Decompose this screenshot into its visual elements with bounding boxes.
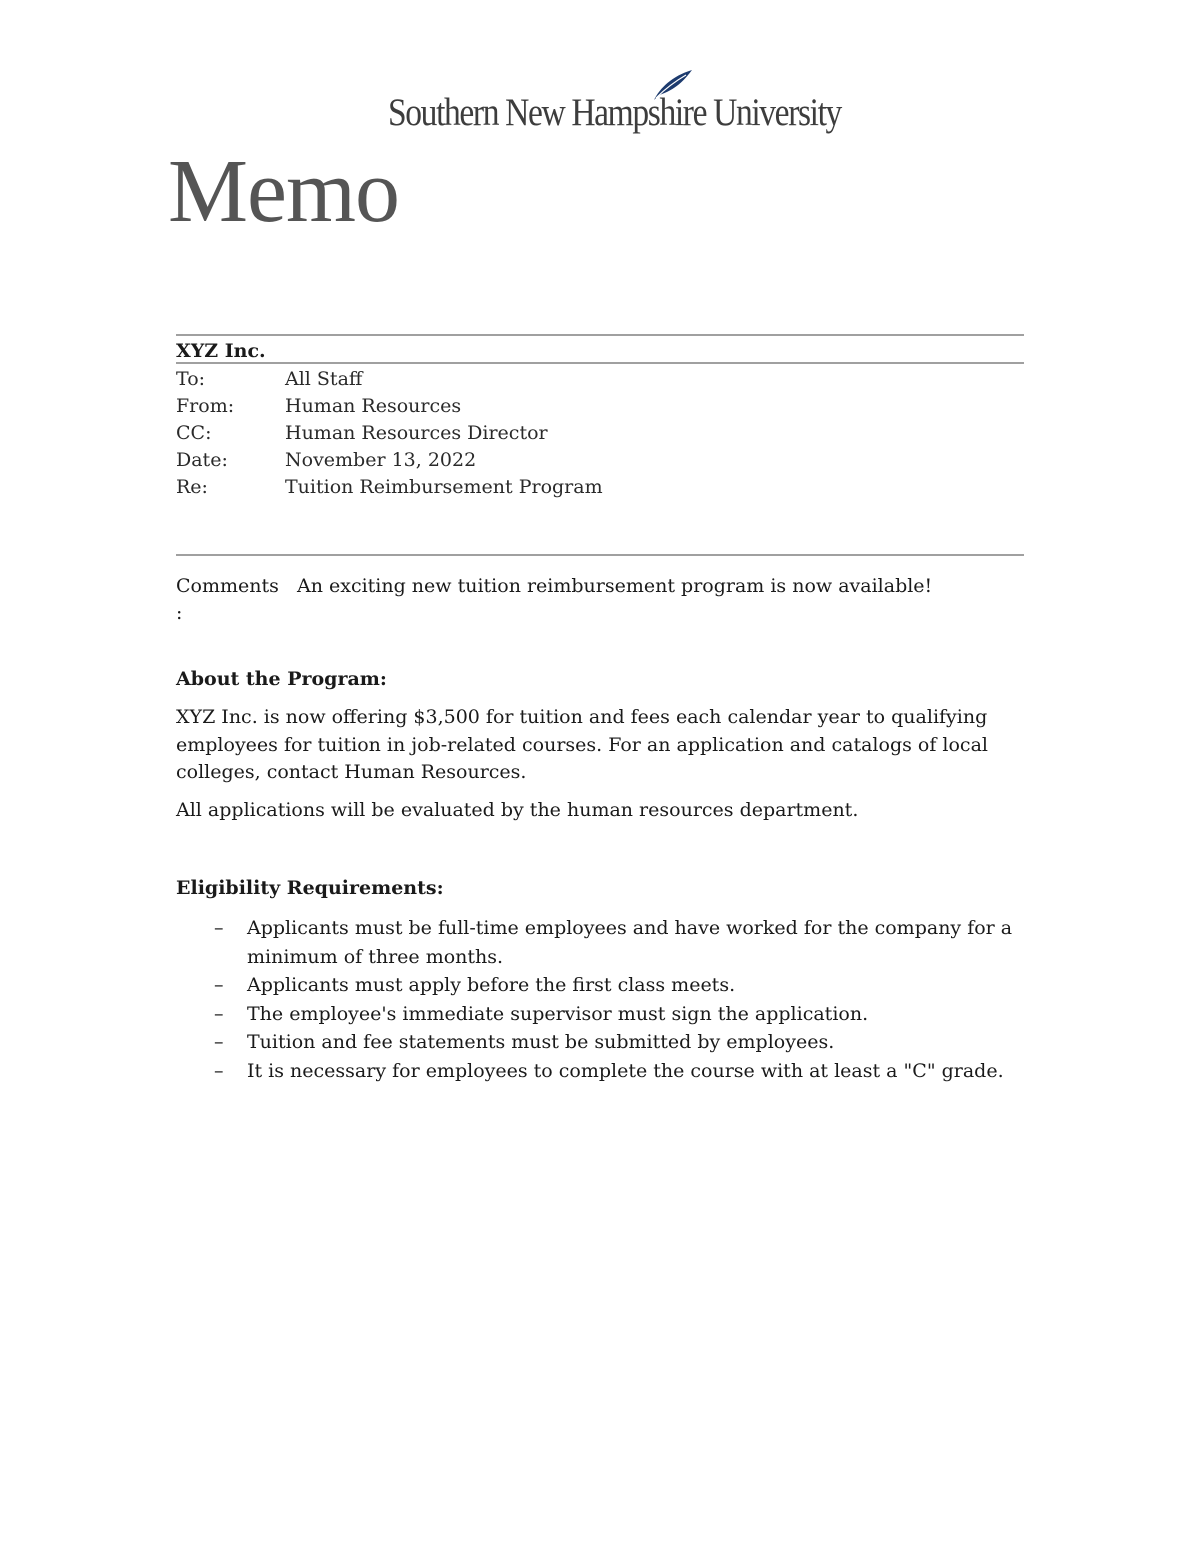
header-field-cc xyxy=(176,420,603,447)
dash-bullet: – xyxy=(214,974,224,996)
company-name: XYZ Inc. xyxy=(176,340,266,362)
field-label: CC: xyxy=(176,422,212,444)
dash-bullet: – xyxy=(214,917,224,939)
about-paragraph: All applications will be evaluated by the human resources department. xyxy=(176,799,859,821)
list-item xyxy=(176,1057,1016,1086)
dash-bullet: – xyxy=(214,1059,224,1082)
comments-text: An exciting new tuition reimbursement program is now available! xyxy=(296,575,933,597)
about-paragraph: XYZ Inc. is now offering $3,500 for tuition and fees each calendar year to qualifying employees for tuition in job-related courses. For an application and catalogs of local colleges, contact Human Resources. xyxy=(176,706,988,783)
list-item xyxy=(176,971,1016,1000)
about-heading: About the Program: xyxy=(176,668,387,690)
list-item xyxy=(176,914,1016,971)
dash-bullet: – xyxy=(214,1031,224,1053)
list-item-text: Tuition and fee statements must be submitted by employees. xyxy=(247,1031,835,1053)
memo-header-fields xyxy=(176,366,603,501)
comments-line xyxy=(176,573,932,600)
memo-title: Memo xyxy=(168,142,399,241)
header-field-date xyxy=(176,447,603,474)
list-item-text: Applicants must apply before the first class meets. xyxy=(247,974,736,996)
field-label: To: xyxy=(176,368,206,390)
header-field-to xyxy=(176,366,603,393)
list-item xyxy=(176,1000,1016,1029)
list-item xyxy=(176,1028,1016,1057)
dash-bullet: – xyxy=(214,1002,224,1025)
field-label: Date: xyxy=(176,449,228,471)
field-label: From: xyxy=(176,395,235,417)
list-item-text: The employee's immediate supervisor must sign the application. xyxy=(247,1002,869,1025)
eligibility-heading: Eligibility Requirements: xyxy=(176,877,444,899)
field-value: All Staff xyxy=(285,368,363,390)
comments-label: Comments xyxy=(176,575,279,597)
eligibility-list xyxy=(176,914,1016,1085)
list-item-text: Applicants must be full-time employees and have worked for the company for a minimum of three months. xyxy=(247,917,1013,968)
top-rule xyxy=(176,334,1024,336)
field-label: Re: xyxy=(176,476,208,498)
company-rule xyxy=(176,362,1024,364)
field-value: Tuition Reimbursement Program xyxy=(285,476,603,498)
university-logo xyxy=(388,68,841,138)
header-field-from xyxy=(176,393,603,420)
header-bottom-rule xyxy=(176,554,1024,556)
comments-colon: : xyxy=(176,602,183,624)
field-value: Human Resources Director xyxy=(285,422,548,444)
field-value: November 13, 2022 xyxy=(285,449,477,471)
field-value: Human Resources xyxy=(285,395,462,417)
logo-wordmark: Southern New Hampshire University xyxy=(388,91,841,134)
header-field-re xyxy=(176,474,603,501)
list-item-text: It is necessary for employees to complete the course with at least a "C" grade. xyxy=(247,1059,1004,1082)
